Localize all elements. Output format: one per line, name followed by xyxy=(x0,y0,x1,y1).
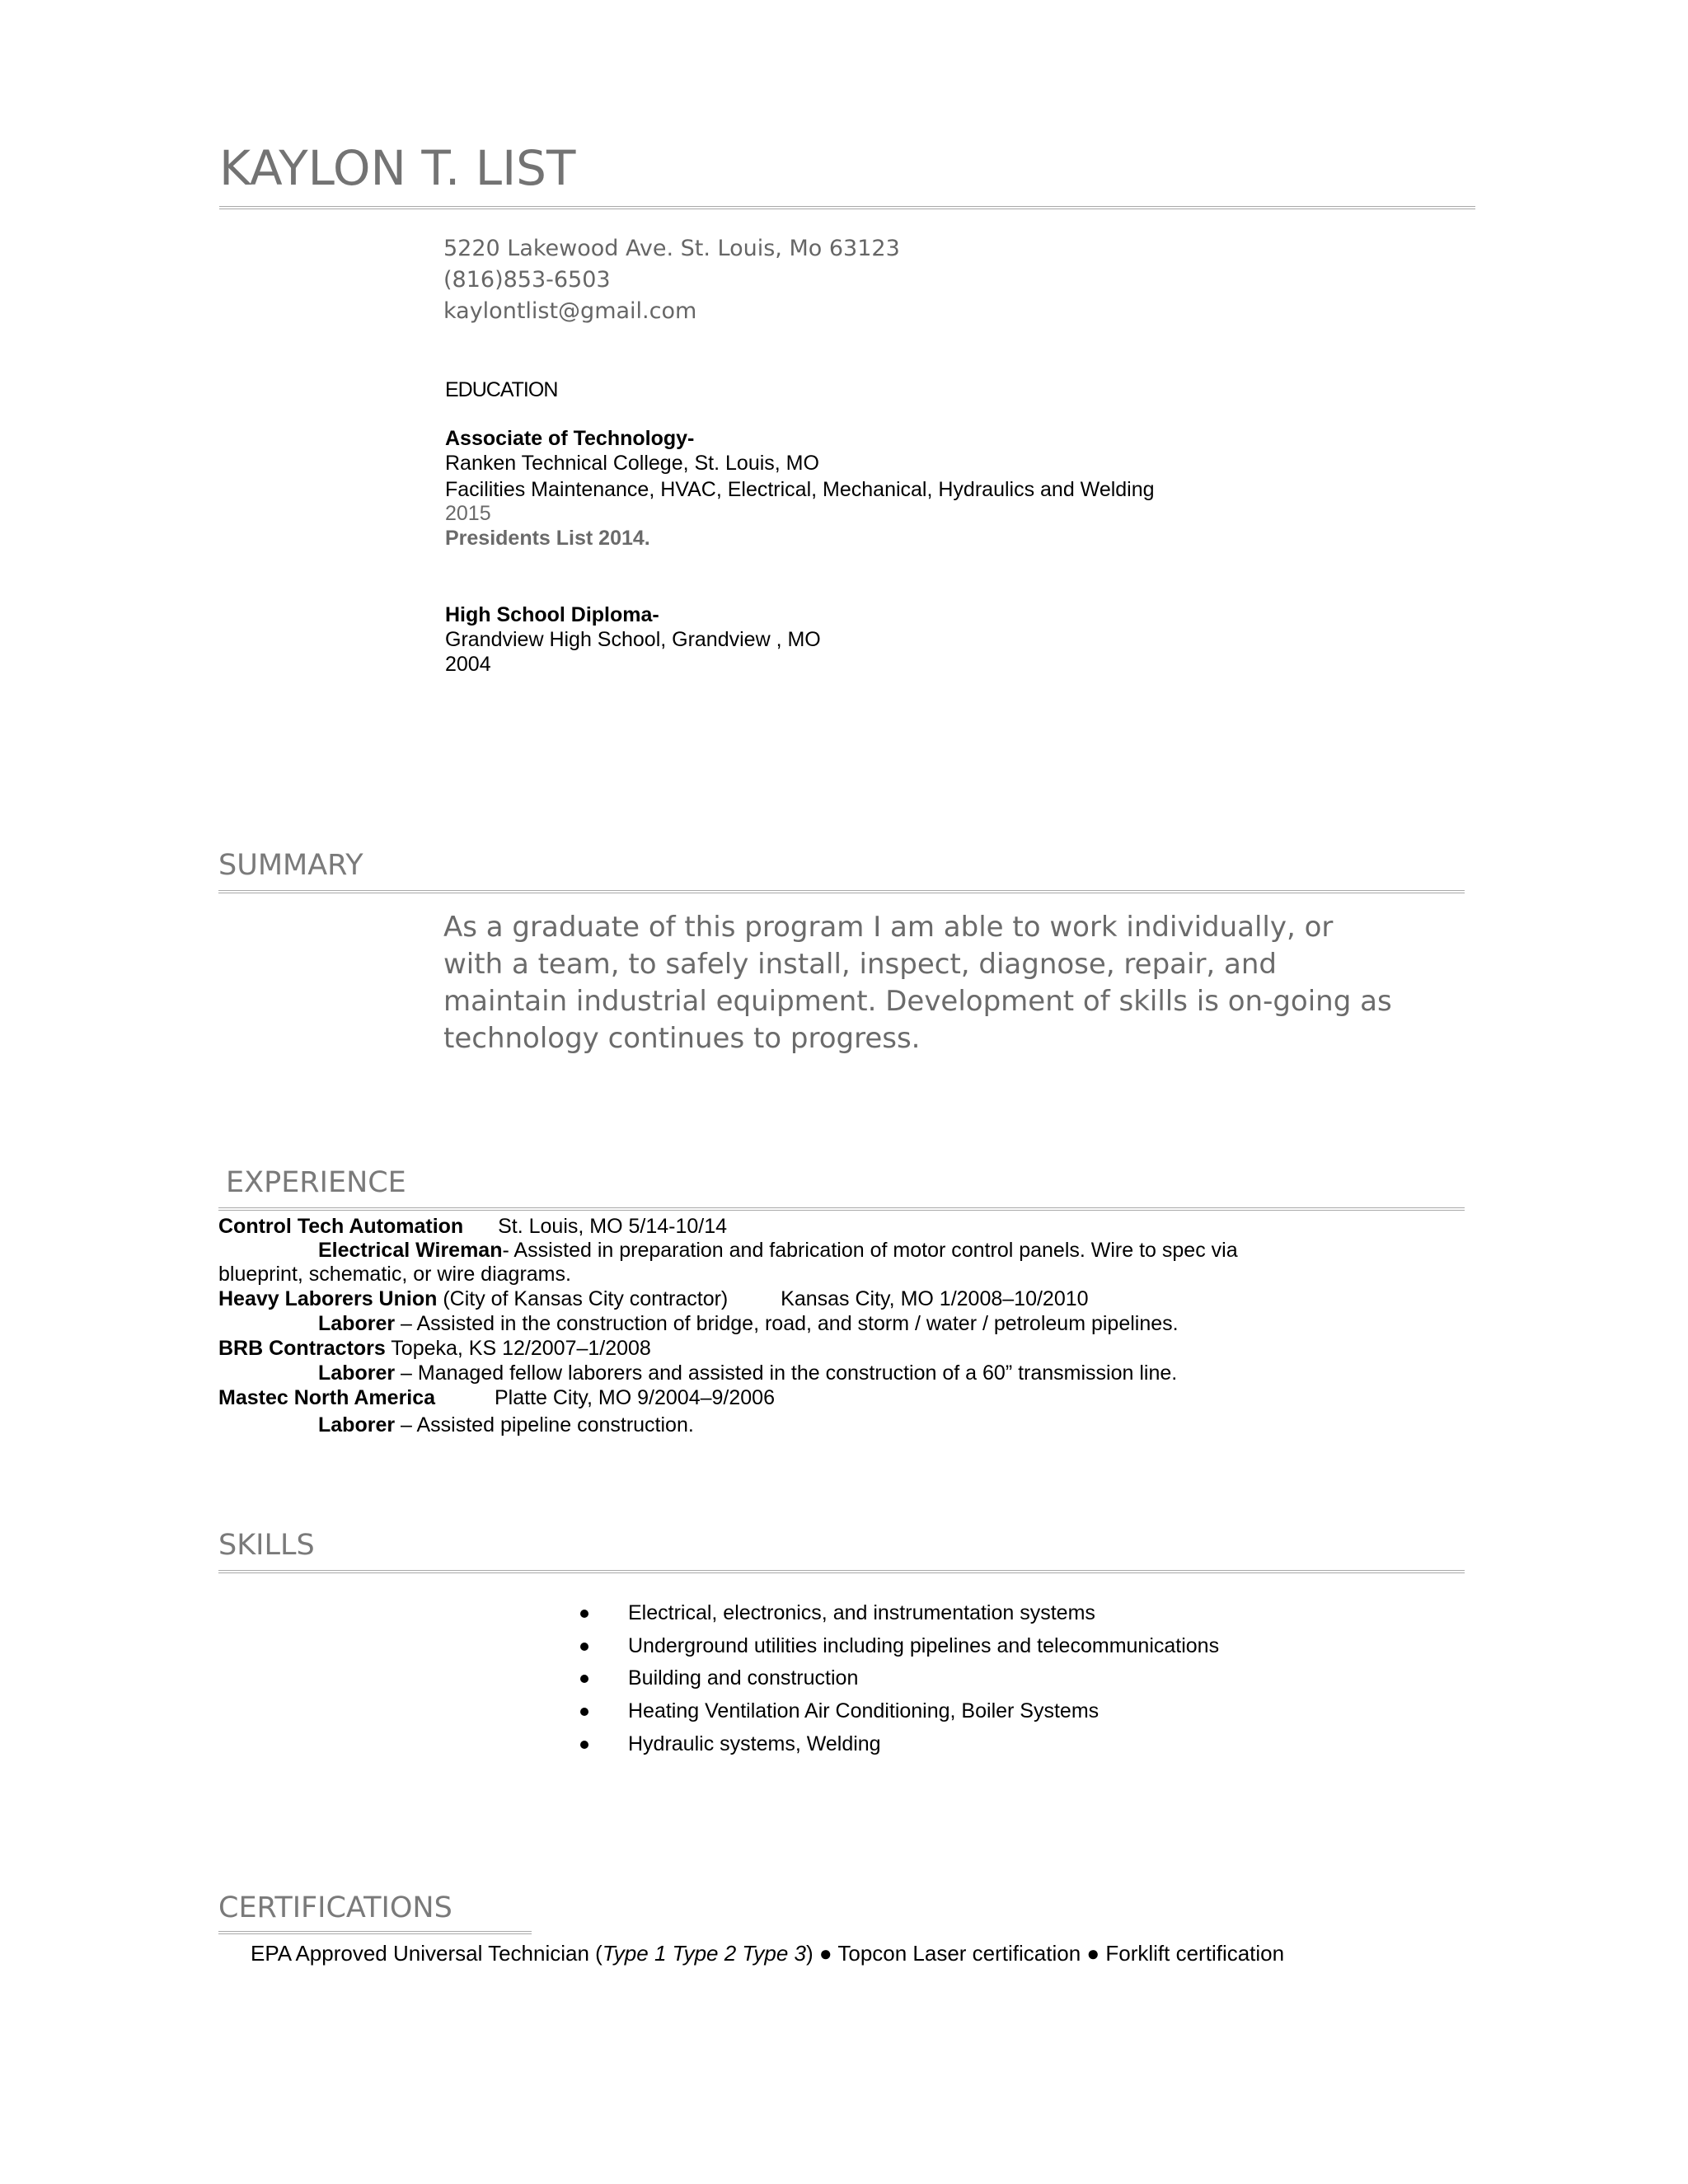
job-location: Kansas City, MO 1/2008–10/2010 xyxy=(781,1287,1089,1310)
education-degree: High School Diploma- xyxy=(445,603,659,626)
skills-divider xyxy=(218,1570,1465,1573)
education-degree: Associate of Technology- xyxy=(445,427,695,450)
education-school: Grandview High School, Grandview , MO xyxy=(445,628,821,651)
job-role xyxy=(318,1312,1179,1336)
job-company: Heavy Laborers Union xyxy=(218,1287,438,1310)
skill-item: Hydraulic systems, Welding xyxy=(628,1732,881,1755)
job-title: Laborer xyxy=(318,1361,396,1385)
bullet-icon: ● xyxy=(1086,1941,1100,1966)
job-header xyxy=(218,1337,651,1361)
skill-item: Building and construction xyxy=(628,1666,859,1690)
bullet-icon xyxy=(580,1741,588,1749)
contact-address: 5220 Lakewood Ave. St. Louis, Mo 63123 xyxy=(443,236,900,261)
job-role xyxy=(318,1361,1177,1385)
education-heading: EDUCATION xyxy=(445,378,558,401)
education-year: 2004 xyxy=(445,653,491,676)
education-details: Facilities Maintenance, HVAC, Electrical, Mechanical, Hydraulics and Welding xyxy=(445,478,1155,501)
summary-divider xyxy=(218,890,1465,893)
job-role xyxy=(318,1413,694,1437)
job-role xyxy=(318,1239,1238,1263)
job-company: Control Tech Automation xyxy=(218,1215,464,1238)
job-description: - Assisted in preparation and fabrication of motor control panels. Wire to spec via xyxy=(502,1239,1238,1262)
education-year: 2015 xyxy=(445,502,491,525)
certifications-line xyxy=(251,1941,1284,1966)
bullet-icon xyxy=(580,1708,588,1716)
cert-topcon: Topcon Laser certification xyxy=(837,1941,1081,1966)
job-header xyxy=(218,1386,775,1410)
skill-item: Underground utilities including pipelines and telecommunications xyxy=(628,1634,1220,1657)
certifications-divider xyxy=(218,1931,532,1934)
job-location: St. Louis, MO 5/14-10/14 xyxy=(498,1215,728,1238)
job-company: BRB Contractors xyxy=(218,1337,386,1360)
experience-heading: EXPERIENCE xyxy=(226,1166,406,1199)
job-description-continued: blueprint, schematic, or wire diagrams. xyxy=(218,1263,571,1286)
bullet-icon xyxy=(580,1610,588,1618)
summary-heading: SUMMARY xyxy=(218,849,363,882)
job-company: Mastec North America xyxy=(218,1386,436,1409)
bullet-icon xyxy=(580,1675,588,1683)
education-school: Ranken Technical College, St. Louis, MO xyxy=(445,452,819,475)
job-header xyxy=(218,1215,727,1239)
job-description: – Assisted in the construction of bridge, road, and storm / water / petroleum pipelines. xyxy=(395,1312,1179,1335)
summary-text: As a graduate of this program I am able to work individually, or with a team, to safely install, inspect, diagnose, repair, and maintain industrial equipment. Development of skills is on-going as technology continues to progress. xyxy=(443,911,1392,1055)
bullet-icon: ● xyxy=(818,1941,832,1966)
bullet-icon xyxy=(580,1643,588,1651)
job-description: – Managed fellow laborers and assisted in the construction of a 60” transmission line. xyxy=(395,1361,1178,1385)
cert-epa-suffix: ) xyxy=(805,1941,814,1966)
cert-epa-prefix: EPA Approved Universal Technician ( xyxy=(251,1941,603,1966)
job-title: Laborer xyxy=(318,1413,396,1436)
cert-forklift: Forklift certification xyxy=(1105,1941,1285,1966)
education-honor: Presidents List 2014. xyxy=(445,527,650,550)
contact-email: kaylontlist@gmail.com xyxy=(443,298,697,324)
job-location: Topeka, KS 12/2007–1/2008 xyxy=(391,1337,651,1360)
cert-epa-types: Type 1 Type 2 Type 3 xyxy=(602,1941,806,1966)
contact-phone: (816)853-6503 xyxy=(443,267,611,293)
job-title: Electrical Wireman xyxy=(318,1239,503,1262)
experience-divider xyxy=(218,1207,1465,1211)
job-title: Laborer xyxy=(318,1312,396,1335)
name-divider xyxy=(219,206,1475,209)
skill-item: Electrical, electronics, and instrumentation systems xyxy=(628,1601,1095,1624)
certifications-heading: CERTIFICATIONS xyxy=(218,1891,452,1924)
job-location: Platte City, MO 9/2004–9/2006 xyxy=(494,1386,775,1409)
job-description: – Assisted pipeline construction. xyxy=(395,1413,694,1436)
job-company-note: (City of Kansas City contractor) xyxy=(443,1287,729,1310)
resume-name: KAYLON T. LIST xyxy=(219,140,576,196)
job-header xyxy=(218,1287,1089,1311)
skill-item: Heating Ventilation Air Conditioning, Boiler Systems xyxy=(628,1699,1100,1722)
skills-heading: SKILLS xyxy=(218,1529,315,1562)
